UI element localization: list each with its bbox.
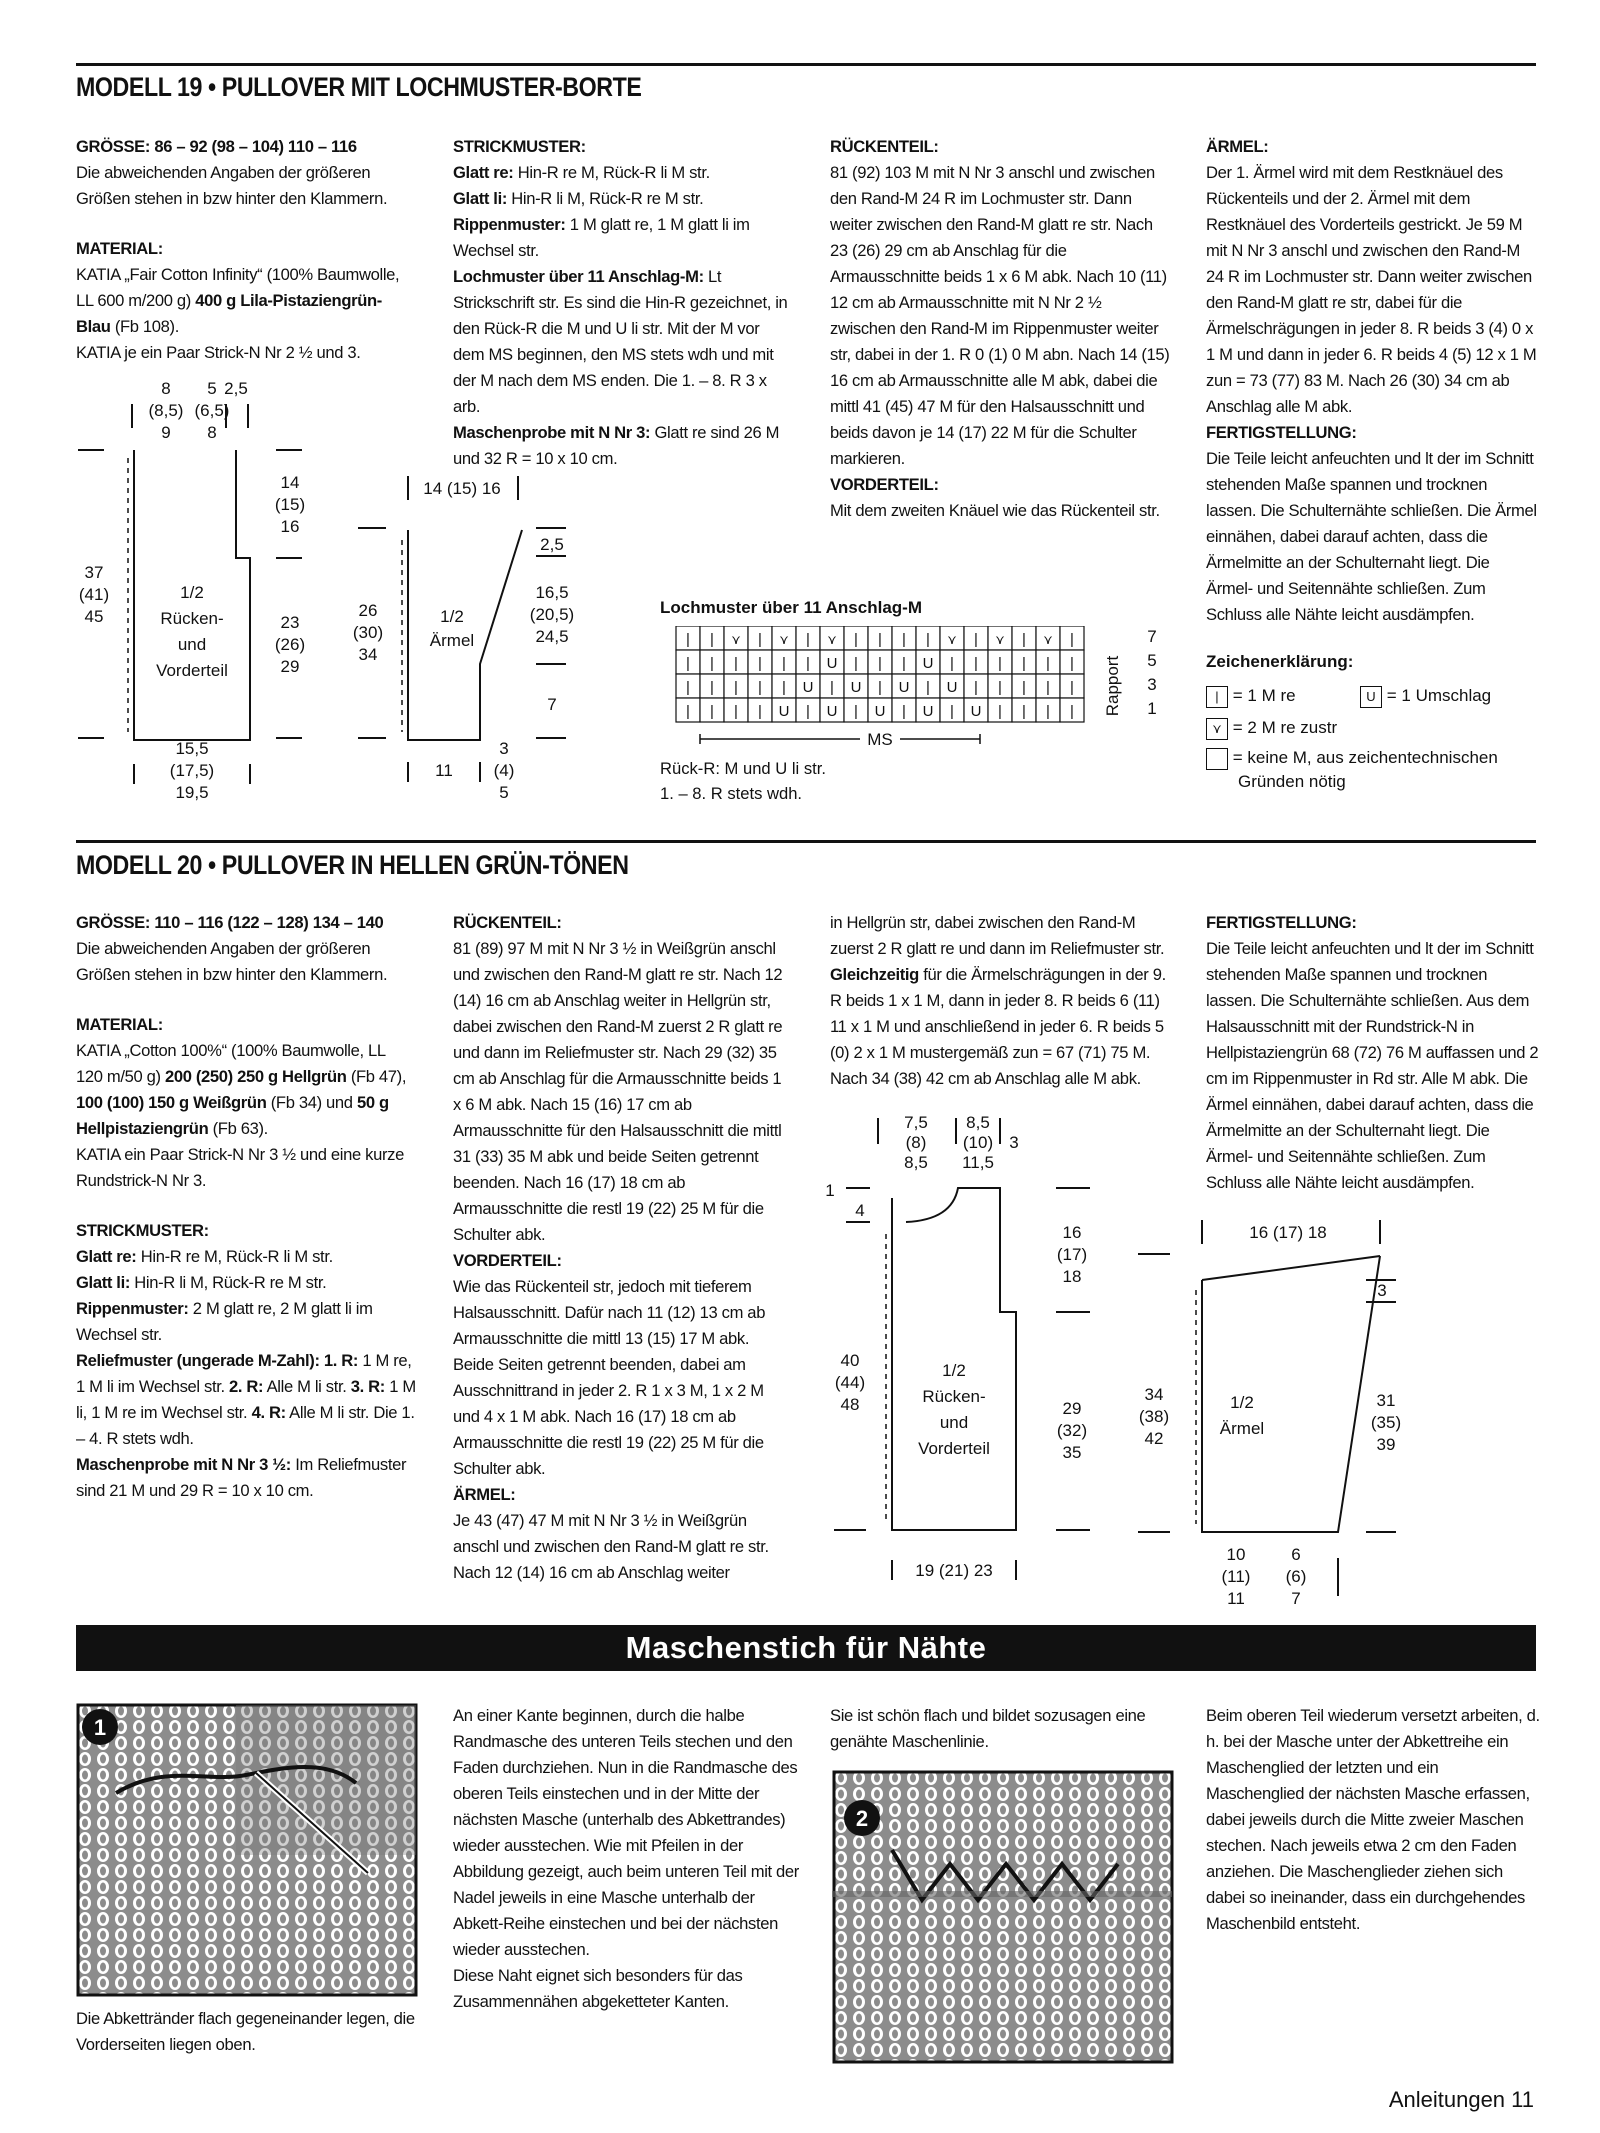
pattern-rippen: Rippenmuster: 1 M glatt re, 1 M glatt li im Wechsel str. [453, 215, 750, 260]
chart-symbol: | [878, 655, 882, 672]
sleeve-text: Der 1. Ärmel wird mit dem Restknäuel des Rückenteils und der 2. Ärmel mit dem Restknäuel des Vorderteils gestrickt. Je 59 M mit N Nr 3 anschl und zwischen den Rand-M 24 R im Lochmuster str. Dann weiter zwischen den Rand-M glatt re str, dabei für die Ärmelschrägungen in jeder 8. R beids 3 (4) 0 x 1 M und dann in jeder 6. R beids 4 (5) 12 x 1 M zun = 73 (77) 83 M. Nach 26 (30) 34 cm ab Anschlag alle M abk. [1206, 163, 1537, 416]
pattern-glatt-li: Glatt li: Hin-R li M, Rück-R re M str. [76, 1273, 327, 1292]
sleeve-r-a: 16,5 [535, 583, 569, 602]
dim-top-c: 8,5 [904, 1153, 928, 1172]
section-rule [76, 63, 1536, 66]
gauge-text: Maschenprobe mit N Nr 3: Glatt re sind 26 M und 32 R = 10 x 10 cm. [453, 423, 780, 468]
finishing-heading: FERTIGSTELLUNG: [1206, 913, 1357, 932]
chart-symbol: U [826, 655, 838, 672]
chart-note-2: 1. – 8. R stets wdh. [660, 784, 803, 803]
sleeve-r-c: 24,5 [535, 627, 569, 646]
chart-symbol: U [922, 703, 934, 720]
chart-symbol: U [946, 679, 958, 696]
chart-notes [660, 756, 826, 806]
chart-symbol: | [758, 679, 762, 696]
chart-symbol: | [974, 655, 978, 672]
dim-low-c: 29 [280, 657, 300, 676]
dim-bot-b: (17,5) [169, 761, 215, 780]
piece-label-1: 1/2 [942, 1361, 966, 1380]
chart-symbol: | [806, 631, 810, 648]
chart-symbol: | [878, 631, 882, 648]
dim-side-a: 37 [84, 563, 104, 582]
chart-ms-label: MS [867, 730, 893, 749]
legend-k2tog: ⋎ = 2 M re zustr [1206, 716, 1337, 740]
dim-low-b: (32) [1056, 1421, 1088, 1440]
dim-top-d: 8,5 [966, 1113, 990, 1132]
dim-side-c: 48 [840, 1395, 860, 1414]
chart-symbol: ⋎ [827, 632, 837, 647]
chart-symbol: ⋎ [731, 632, 741, 647]
model20-column-3 [830, 910, 1170, 1092]
chart-symbol: | [710, 679, 714, 696]
seam-text-column-2 [453, 1703, 803, 2015]
chart-symbol: U [778, 703, 790, 720]
chart-symbol: | [974, 679, 978, 696]
chart-symbol: | [1022, 655, 1026, 672]
chart-row-label: 1 [1147, 699, 1157, 718]
chart-symbol: | [806, 703, 810, 720]
chart-symbol: | [926, 631, 930, 648]
sleeve-h-b: (30) [352, 623, 384, 642]
chart-symbol: | [1046, 655, 1050, 672]
chart-symbol: | [998, 655, 1002, 672]
chart-rapport-label: Rapport [1103, 655, 1122, 717]
piece-label-4: Vorderteil [156, 661, 228, 680]
legend-no-stitch: = keine M, aus zeichentechnischen Gründen nötig [1206, 746, 1536, 794]
front-heading: VORDERTEIL: [830, 475, 939, 494]
dim-top-g: 3 [1009, 1133, 1019, 1152]
dim-side-c: 45 [84, 607, 104, 626]
chart-symbol: | [782, 655, 786, 672]
chart-symbol: | [734, 679, 738, 696]
chart-symbol: | [806, 655, 810, 672]
chart-symbol: U [922, 655, 934, 672]
chart-symbol: | [1022, 679, 1026, 696]
dim-side-b: (41) [78, 585, 110, 604]
sleeve-h-b: (38) [1138, 1407, 1170, 1426]
chart-symbol: ⋎ [995, 632, 1005, 647]
chart-symbol: | [878, 679, 882, 696]
dim-arm-b: (17) [1056, 1245, 1088, 1264]
finishing-heading: FERTIGSTELLUNG: [1206, 423, 1357, 442]
pattern-glatt-re: Glatt re: Hin-R re M, Rück-R li M str. [76, 1247, 333, 1266]
chart-symbol: | [902, 655, 906, 672]
sleeve-label-1: 1/2 [440, 607, 464, 626]
sleeve-r-c: 39 [1376, 1435, 1396, 1454]
model20-column-4 [1206, 910, 1540, 1196]
dim-top-e: 2,5 [224, 379, 248, 398]
model20-column-2 [453, 910, 793, 1586]
dim-bot-c: 19,5 [175, 783, 209, 802]
dim-top-a: 8 [161, 379, 171, 398]
dim-top-c: 9 [161, 423, 171, 442]
finishing-text: Die Teile leicht anfeuchten und lt der im Schnitt stehenden Maße spannen und trocknen lassen. Die Schulternähte schließen. Die Ärmel einnähen, dabei darauf achten, dass die Ärmelmitte an der Schulternaht liegt. Die Ärmel- und Seitennähte schließen. Zum Schluss alle Nähte leicht ausdämpfen. [1206, 449, 1537, 624]
dim-bot: 19 (21) 23 [915, 1561, 993, 1580]
chart-symbol: | [1046, 679, 1050, 696]
back-text: 81 (89) 97 M mit N Nr 3 ½ in Weißgrün anschl und zwischen den Rand-M glatt re str. Nach 12 (14) 16 cm ab Anschlag weiter in Hellgrün str, dabei zwischen den Rand-M zuerst 2 R glatt re und dann im Reliefmuster str. Nach 29 (32) 35 cm ab Anschlag für die Armausschnitte beids 1 x 6 M abk. Nach 15 (16) 17 cm ab Armausschnitte für den Halsausschnitt die mittl 31 (33) 35 M abk und beide Seiten getrennt beenden. Nach 16 (17) 18 cm ab Armausschnitte die restl 19 (22) 25 M für die Schulter abk. [453, 939, 783, 1244]
sleeve-top-dim: 14 (15) 16 [423, 479, 501, 498]
size-heading: GRÖSSE: 110 – 116 (122 – 128) 134 – 140 [76, 913, 384, 932]
sleeve-r-b: (35) [1370, 1413, 1402, 1432]
model20-sleeve-schematic [1130, 1210, 1430, 1610]
chart-symbol: | [686, 631, 690, 648]
chart-row-label: 3 [1147, 675, 1157, 694]
seam-instructions-cont: Beim oberen Teil wiederum versetzt arbeiten, d. h. bei der Masche unter der Abkettreihe ein Maschenglied der letzten und ein Maschenglied der nächsten Masche erfassen, dabei jeweils durch die Mitte zweier Maschen stechen. Nach jeweils etwa 2 cm den Faden anziehen. Die Maschenglieder ziehen sich dabei so ineinander, dass ein durchgehendes Maschenbild entsteht. [1206, 1706, 1540, 1933]
chart-symbol: | [974, 631, 978, 648]
dim-low-b: (26) [274, 635, 306, 654]
model20-body-schematic [820, 1110, 1120, 1610]
section-banner: Maschenstich für Nähte [76, 1625, 1536, 1671]
seam-illustration-1 [76, 1703, 418, 1999]
chart-symbol: | [998, 703, 1002, 720]
chart-symbol: | [1046, 703, 1050, 720]
front-text: Wie das Rückenteil str, jedoch mit tieferem Halsausschnitt. Dafür nach 11 (12) 13 cm ab Armausschnitte die mittl 13 (15) 17 M abk. Beide Seiten getrennt beenden, dabei am Ausschnittrand in jeder 2. R 1 x 3 M, 1 x 2 M und 4 x 1 M abk. Nach 16 (17) 18 cm ab Armausschnitte die restl 19 (22) 25 M für die Schulter abk. [453, 1277, 766, 1478]
chart-symbol: | [950, 703, 954, 720]
pattern-rippen: Rippenmuster: 2 M glatt re, 2 M glatt li im Wechsel str. [76, 1299, 373, 1344]
model19-column-1 [76, 134, 416, 366]
dim-arm-c: 16 [280, 517, 300, 536]
needles-text: KATIA ein Paar Strick-N Nr 3 ½ und eine kurze Rundstrick-N Nr 3. [76, 1145, 404, 1190]
seam-instructions: An einer Kante beginnen, durch die halbe Randmasche des unteren Teils stechen und den Faden durchziehen. Nun in die Randmasche des oberen Teils einstechen und in der Mitte der nächsten Masche (unterhalb des Abkettrandes) wieder ausstechen. Wie mit Pfeilen in der Abbildung gezeigt, auch beim unteren Teil mit der Nadel jeweils in eine Masche unterhalb der Abkett-Reihe einstechen und bei der nächsten wieder ausstechen. [453, 1706, 799, 1959]
pattern-relief: Reliefmuster (ungerade M-Zahl): 1. R: 1 M re, 1 M li im Wechsel str. 2. R: Alle M li str. 3. R: 1 M li, 1 M re im Wechsel str. 4. R: Alle M li str. Die 1. – 4. R stets wdh. [76, 1351, 416, 1448]
sleeve-outline [1202, 1256, 1380, 1532]
model19-title: MODELL 19 • PULLOVER MIT LOCHMUSTER-BORTE [76, 72, 642, 102]
piece-label-3: und [939, 1413, 969, 1432]
sleeve-h-a: 34 [1144, 1385, 1164, 1404]
material-text: KATIA „Fair Cotton Infinity“ (100% Baumwolle, LL 600 m/200 g) 400 g Lila-Pistaziengrün-Blau (Fb 108). [76, 265, 400, 336]
chart-symbol: | [710, 703, 714, 720]
k2tog-symbol-icon: ⋎ [1206, 718, 1228, 740]
pattern-heading: STRICKMUSTER: [76, 1221, 209, 1240]
front-text: Mit dem zweiten Knäuel wie das Rückenteil str. [830, 501, 1160, 520]
chart-symbol: | [1022, 631, 1026, 648]
chart-symbol: | [686, 679, 690, 696]
chart-symbol: | [758, 631, 762, 648]
sleeve-b-f: 7 [1291, 1589, 1301, 1608]
model19-column-2 [453, 134, 793, 472]
chart-symbol: ⋎ [1043, 632, 1053, 647]
piece-label-2: Rücken- [922, 1387, 986, 1406]
page-footer: Anleitungen 11 [1388, 2087, 1534, 2112]
sleeve-b-a: 10 [1226, 1545, 1246, 1564]
sleeve-h-c: 34 [358, 645, 378, 664]
dim-top-a: 7,5 [904, 1113, 928, 1132]
dim-low-a: 23 [280, 613, 300, 632]
no-stitch-symbol-icon [1206, 748, 1228, 770]
pattern-glatt-re: Glatt re: Hin-R re M, Rück-R li M str. [453, 163, 710, 182]
sleeve-b-b: (11) [1221, 1567, 1251, 1586]
chart-symbol: | [854, 703, 858, 720]
piece-label-4: Vorderteil [918, 1439, 990, 1458]
chart-symbol: | [854, 631, 858, 648]
chart-symbol: | [1070, 703, 1074, 720]
chart-symbol: | [734, 655, 738, 672]
chart-note-1: Rück-R: M und U li str. [660, 759, 826, 778]
chart-symbol: | [710, 655, 714, 672]
sleeve-b-c: 11 [1227, 1589, 1245, 1608]
chart-symbol: U [898, 679, 910, 696]
model19-column-4 [1206, 134, 1540, 628]
section-rule [76, 840, 1536, 843]
dim-top-b: (8,5) [148, 401, 184, 420]
legend-knit: | = 1 M re [1206, 684, 1296, 708]
knitting-chart [660, 626, 1180, 756]
chart-title: Lochmuster über 11 Anschlag-M [660, 598, 922, 617]
seam-note: Diese Naht eignet sich besonders für das Zusammennähen abgeketteter Kanten. [453, 1966, 743, 2011]
legend-yarnover: U = 1 Umschlag [1360, 684, 1491, 708]
back-heading: RÜCKENTEIL: [453, 913, 562, 932]
chart-symbol: | [710, 631, 714, 648]
chart-symbol: U [970, 703, 982, 720]
sleeve-b-d: 6 [1291, 1545, 1301, 1564]
dim-neck-4: 4 [855, 1201, 865, 1220]
step-2-label: 2 [855, 1806, 869, 1831]
chart-symbol: | [686, 655, 690, 672]
pattern-glatt-li: Glatt li: Hin-R li M, Rück-R re M str. [453, 189, 704, 208]
sleeve-cuff-dim: 7 [547, 695, 557, 714]
finishing-text: Die Teile leicht anfeuchten und lt der im Schnitt stehenden Maße spannen und trocknen lassen. Die Schulternähte schließen. Aus dem Halsausschnitt mit der Rundstrick-N in Hellpistaziengrün 68 (72) 76 M auffassen und 2 cm im Rippenmuster in Rd str. Alle M abk. Die Ärmel einnähen, dabei darauf achten, dass die Ärmelmitte an der Schulternaht liegt. Die Ärmel- und Seitennähte schließen. Zum Schluss alle Nähte leicht ausdämpfen. [1206, 939, 1539, 1192]
chart-symbol: | [782, 679, 786, 696]
piece-label-3: und [177, 635, 207, 654]
sleeve-text-cont: in Hellgrün str, dabei zwischen den Rand-M zuerst 2 R glatt re und dann im Reliefmuster str. Gleichzeitig für die Ärmelschrägungen in der 9. R beids 1 x 1 M, dann in jeder 8. R beids 6 (11) 11 x 1 M und anschließend in jeder 6. R beids 5 (0) 2 x 1 M mustergemäß zun = 67 (71) 75 M. Nach 34 (38) 42 cm ab Anschlag alle M abk. [830, 913, 1166, 1088]
dim-bot-a: 15,5 [175, 739, 209, 758]
chart-symbol: | [686, 703, 690, 720]
model20-title: MODELL 20 • PULLOVER IN HELLEN GRÜN-TÖNEN [76, 850, 629, 880]
back-heading: RÜCKENTEIL: [830, 137, 939, 156]
knit-symbol-icon: | [1206, 686, 1228, 708]
chart-symbol: | [854, 655, 858, 672]
chart-row-label: 5 [1147, 651, 1157, 670]
chart-symbol: | [758, 655, 762, 672]
chart-symbol: U [874, 703, 886, 720]
seam-illustration-2 [832, 1770, 1174, 2066]
chart-symbol: | [998, 679, 1002, 696]
sleeve-top-dim: 16 (17) 18 [1249, 1223, 1327, 1242]
sleeve-text: Je 43 (47) 47 M mit N Nr 3 ½ in Weißgrün anschl und zwischen den Rand-M glatt re str. Nach 12 (14) 16 cm ab Anschlag weiter [453, 1511, 769, 1582]
sleeve-cap-dim: 2,5 [540, 535, 564, 554]
dim-top-e: (10) [962, 1133, 994, 1152]
sleeve-bot-dim: 11 [435, 761, 453, 780]
pattern-lochmuster: Lochmuster über 11 Anschlag-M: Lt Strickschrift str. Es sind die Hin-R gezeichnet, in den Rück-R die M und U li str. Mit der M vor dem MS beginnen, den MS stets wdh und mit der M nach dem MS enden. Die 1. – 8. R 3 x arb. [453, 267, 788, 416]
chart-symbol: | [1070, 631, 1074, 648]
dim-top-b: (8) [905, 1133, 927, 1152]
chart-symbol: ⋎ [779, 632, 789, 647]
chart-symbol: | [902, 703, 906, 720]
sleeve-label-2: Ärmel [429, 631, 475, 650]
sleeve-b-b: (4) [493, 761, 515, 780]
model20-column-1 [76, 910, 416, 1504]
caption-text: Die Abkettränder flach gegeneinander legen, die Vorderseiten liegen oben. [76, 2009, 415, 2054]
dim-top-f: 11,5 [962, 1153, 994, 1172]
chart-symbol: U [802, 679, 814, 696]
size-text: Die abweichenden Angaben der größeren Größen stehen in bzw hinter den Klammern. [76, 163, 388, 208]
seam-caption-1 [76, 2006, 416, 2058]
chart-symbol: | [758, 703, 762, 720]
pattern-heading: STRICKMUSTER: [453, 137, 586, 156]
back-text: 81 (92) 103 M mit N Nr 3 anschl und zwischen den Rand-M 24 R im Lochmuster str. Dann weiter zwischen den Rand-M glatt re str. Nach 23 (26) 29 cm ab Anschlag für die Armausschnitte beids 1 x 6 M abk. Nach 10 (11) 12 cm ab Armausschnitte mit N Nr 2 ½ zwischen den Rand-M im Rippenmuster weiter str, dabei in der 1. R 0 (1) 0 M abn. Nach 14 (15) 16 cm ab Armausschnitte alle M abk, dabei die mittl 41 (45) 47 M für den Halsausschnitt und beids davon je 14 (17) 22 M für die Schulter markieren. [830, 163, 1170, 468]
chart-symbol: | [950, 655, 954, 672]
chart-row-label: 7 [1147, 627, 1157, 646]
material-text: KATIA „Cotton 100%“ (100% Baumwolle, LL 120 m/50 g) 200 (250) 250 g Hellgrün (Fb 47), 100 (100) 150 g Weißgrün (Fb 34) und 50 g Hellpistaziengrün (Fb 63). [76, 1041, 407, 1138]
sleeve-heading: ÄRMEL: [453, 1485, 516, 1504]
dim-neck-1: 1 [825, 1181, 835, 1200]
seam-text-column-4 [1206, 1703, 1540, 1937]
sleeve-label-2: Ärmel [1219, 1419, 1265, 1438]
piece-label-2: Rücken- [160, 609, 224, 628]
chart-symbol: | [902, 631, 906, 648]
sleeve-r-b: (20,5) [529, 605, 575, 624]
material-heading: MATERIAL: [76, 1015, 163, 1034]
chart-symbol: | [1070, 679, 1074, 696]
sleeve-outline-frame [1194, 1272, 1338, 1534]
seam-text-column-3 [830, 1703, 1180, 1755]
dim-top-d: 5 [207, 379, 217, 398]
dim-top-f: (6,5) [194, 401, 230, 420]
chart-symbol: | [926, 679, 930, 696]
sleeve-h-c: 42 [1144, 1429, 1164, 1448]
needles-text: KATIA je ein Paar Strick-N Nr 2 ½ und 3. [76, 343, 361, 362]
chart-symbol: | [1022, 703, 1026, 720]
sleeve-b-c: 5 [499, 783, 509, 802]
chart-symbol: | [734, 703, 738, 720]
dim-arm-a: 14 [280, 473, 300, 492]
sleeve-h-a: 26 [358, 601, 378, 620]
chart-symbol: ⋎ [947, 632, 957, 647]
chart-grid [676, 626, 1084, 722]
step-1-label: 1 [93, 1715, 107, 1740]
chart-symbol: U [850, 679, 862, 696]
gauge-text: Maschenprobe mit N Nr 3 ½: Im Reliefmuster sind 21 M und 29 R = 10 x 10 cm. [76, 1455, 407, 1500]
chart-symbol: U [826, 703, 838, 720]
chart-symbol: | [830, 679, 834, 696]
sleeve-r-a: 31 [1376, 1391, 1396, 1410]
material-heading: MATERIAL: [76, 239, 163, 258]
sleeve-heading: ÄRMEL: [1206, 137, 1269, 156]
yarnover-symbol-icon: U [1360, 686, 1382, 708]
dim-top-g: 8 [207, 423, 217, 442]
size-text: Die abweichenden Angaben der größeren Größen stehen in bzw hinter den Klammern. [76, 939, 388, 984]
model19-column-3 [830, 134, 1170, 524]
dim-arm-c: 18 [1062, 1267, 1082, 1286]
sleeve-cap-dim: 3 [1377, 1281, 1387, 1300]
dim-low-a: 29 [1062, 1399, 1082, 1418]
sleeve-b-e: (6) [1285, 1567, 1307, 1586]
dim-arm-a: 16 [1062, 1223, 1082, 1242]
dim-low-c: 35 [1062, 1443, 1082, 1462]
body-outline [892, 1188, 1016, 1530]
sleeve-b-a: 3 [499, 739, 509, 758]
sleeve-label-1: 1/2 [1230, 1393, 1254, 1412]
chart-symbol: | [1070, 655, 1074, 672]
model19-sleeve-schematic [340, 470, 640, 810]
seam-result-text: Sie ist schön flach und bildet sozusagen eine genähte Maschenlinie. [830, 1706, 1146, 1751]
piece-label-1: 1/2 [180, 583, 204, 602]
dim-side-a: 40 [840, 1351, 860, 1370]
dim-arm-b: (15) [274, 495, 306, 514]
front-heading: VORDERTEIL: [453, 1251, 562, 1270]
legend-heading: Zeichenerklärung: [1206, 652, 1354, 671]
dim-side-b: (44) [834, 1373, 866, 1392]
size-heading: GRÖSSE: 86 – 92 (98 – 104) 110 – 116 [76, 137, 357, 156]
